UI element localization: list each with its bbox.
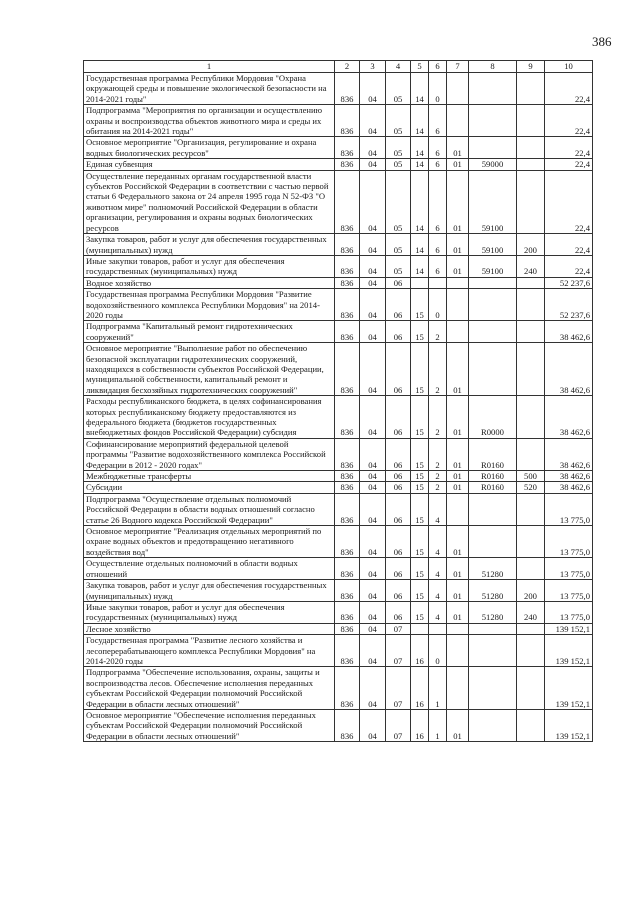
- row-name: Субсидии: [84, 482, 335, 493]
- row-name: Основное мероприятие "Обеспечение исполнения переданных субъектам Российской Федерации полномочий Российской Федерации в области лесных отношений": [84, 709, 335, 741]
- expense-type-code: [517, 558, 545, 580]
- amount: 22,4: [545, 159, 593, 170]
- section-code: 04: [360, 396, 386, 439]
- row-name: Основное мероприятие "Выполнение работ по обеспечению безопасной эксплуатации гидротехнических сооружений, находящихся в собственности субъектов Российской Федерации, муниципальной собственности, капитальный ремонт и ликвидация бесхозяйных гидротехнических сооружений": [84, 343, 335, 396]
- subsection-code: 06: [386, 601, 411, 623]
- column-header: 3: [360, 61, 386, 73]
- measure-code: 01: [447, 343, 469, 396]
- direction-code: [469, 277, 517, 288]
- expense-type-code: 200: [517, 234, 545, 256]
- program-code: 14: [411, 137, 429, 159]
- program-code: 15: [411, 438, 429, 470]
- row-name: Подпрограмма "Обеспечение использования, охраны, защиты и воспроизводства лесов. Обеспечение исполнения переданных субъектам Российской Федерации полномочий Российской Федерации в области лесных отношений": [84, 667, 335, 710]
- subsection-code: 06: [386, 482, 411, 493]
- table-row: [84, 321, 593, 343]
- amount: 38 462,6: [545, 321, 593, 343]
- admin-code: 836: [335, 635, 360, 667]
- subsection-code: 06: [386, 580, 411, 602]
- table-row: [84, 234, 593, 256]
- admin-code: 836: [335, 277, 360, 288]
- program-code: 14: [411, 73, 429, 105]
- admin-code: 836: [335, 493, 360, 525]
- table-row: [84, 438, 593, 470]
- section-code: 04: [360, 526, 386, 558]
- subprogram-code: 2: [429, 471, 447, 482]
- section-code: 04: [360, 667, 386, 710]
- measure-code: [447, 667, 469, 710]
- table-row: [84, 526, 593, 558]
- subsection-code: 06: [386, 277, 411, 288]
- amount: 38 462,6: [545, 438, 593, 470]
- direction-code: 51280: [469, 580, 517, 602]
- section-code: 04: [360, 255, 386, 277]
- subprogram-code: [429, 277, 447, 288]
- program-code: 15: [411, 482, 429, 493]
- subprogram-code: 4: [429, 526, 447, 558]
- amount: 139 152,1: [545, 667, 593, 710]
- program-code: 14: [411, 170, 429, 233]
- column-header: 8: [469, 61, 517, 73]
- section-code: 04: [360, 438, 386, 470]
- measure-code: [447, 321, 469, 343]
- expense-type-code: 520: [517, 482, 545, 493]
- expense-type-code: [517, 709, 545, 741]
- section-code: 04: [360, 170, 386, 233]
- admin-code: 836: [335, 709, 360, 741]
- subsection-code: 05: [386, 73, 411, 105]
- program-code: 15: [411, 558, 429, 580]
- admin-code: 836: [335, 105, 360, 137]
- subsection-code: 05: [386, 137, 411, 159]
- amount: 13 775,0: [545, 526, 593, 558]
- expense-type-code: 240: [517, 255, 545, 277]
- subsection-code: 05: [386, 170, 411, 233]
- admin-code: 836: [335, 482, 360, 493]
- expense-type-code: [517, 105, 545, 137]
- section-code: 04: [360, 343, 386, 396]
- table-row: [84, 73, 593, 105]
- measure-code: 01: [447, 396, 469, 439]
- measure-code: 01: [447, 482, 469, 493]
- subsection-code: 07: [386, 667, 411, 710]
- header-row: [84, 61, 593, 73]
- page-number: 386: [592, 34, 612, 49]
- measure-code: [447, 277, 469, 288]
- subsection-code: 06: [386, 321, 411, 343]
- measure-code: [447, 105, 469, 137]
- expense-type-code: 500: [517, 471, 545, 482]
- amount: 139 152,1: [545, 635, 593, 667]
- row-name: Подпрограмма "Капитальный ремонт гидротехнических сооружений": [84, 321, 335, 343]
- section-code: 04: [360, 471, 386, 482]
- table-row: [84, 580, 593, 602]
- expense-type-code: [517, 623, 545, 634]
- expense-type-code: [517, 170, 545, 233]
- subsection-code: 05: [386, 234, 411, 256]
- table-row: [84, 667, 593, 710]
- direction-code: R0160: [469, 482, 517, 493]
- row-name: Водное хозяйство: [84, 277, 335, 288]
- table-row: [84, 137, 593, 159]
- program-code: [411, 277, 429, 288]
- row-name: Подпрограмма "Осуществление отдельных полномочий Российской Федерации в области водных отношений согласно статье 26 Водного кодекса Российской Федерации": [84, 493, 335, 525]
- admin-code: 836: [335, 159, 360, 170]
- subprogram-code: 6: [429, 234, 447, 256]
- subprogram-code: 6: [429, 137, 447, 159]
- amount: 22,4: [545, 73, 593, 105]
- table-row: [84, 170, 593, 233]
- measure-code: 01: [447, 580, 469, 602]
- admin-code: 836: [335, 558, 360, 580]
- program-code: 16: [411, 667, 429, 710]
- expense-type-code: [517, 526, 545, 558]
- measure-code: 01: [447, 170, 469, 233]
- table-row: [84, 255, 593, 277]
- admin-code: 836: [335, 234, 360, 256]
- direction-code: 51280: [469, 601, 517, 623]
- subprogram-code: 0: [429, 635, 447, 667]
- program-code: 14: [411, 234, 429, 256]
- subprogram-code: 1: [429, 709, 447, 741]
- subsection-code: 06: [386, 471, 411, 482]
- column-header: 2: [335, 61, 360, 73]
- direction-code: [469, 667, 517, 710]
- program-code: [411, 623, 429, 634]
- amount: 13 775,0: [545, 601, 593, 623]
- admin-code: 836: [335, 343, 360, 396]
- program-code: 15: [411, 601, 429, 623]
- admin-code: 836: [335, 137, 360, 159]
- amount: 22,4: [545, 137, 593, 159]
- section-code: 04: [360, 277, 386, 288]
- direction-code: [469, 709, 517, 741]
- direction-code: [469, 635, 517, 667]
- measure-code: 01: [447, 234, 469, 256]
- direction-code: 59100: [469, 170, 517, 233]
- row-name: Иные закупки товаров, работ и услуг для обеспечения государственных (муниципальных) нужд: [84, 601, 335, 623]
- direction-code: [469, 493, 517, 525]
- program-code: 16: [411, 709, 429, 741]
- expense-type-code: [517, 137, 545, 159]
- section-code: 04: [360, 482, 386, 493]
- section-code: 04: [360, 289, 386, 321]
- row-name: Подпрограмма "Мероприятия по организации и осуществлению охраны и воспроизводства объектов животного мира и среды их обитания на 2014-2021 годы": [84, 105, 335, 137]
- subprogram-code: [429, 623, 447, 634]
- subprogram-code: 6: [429, 105, 447, 137]
- amount: 38 462,6: [545, 396, 593, 439]
- program-code: 14: [411, 105, 429, 137]
- admin-code: 836: [335, 667, 360, 710]
- subsection-code: 07: [386, 623, 411, 634]
- subsection-code: 07: [386, 709, 411, 741]
- row-name: Единая субвенция: [84, 159, 335, 170]
- admin-code: 836: [335, 170, 360, 233]
- expense-type-code: [517, 667, 545, 710]
- direction-code: 59000: [469, 159, 517, 170]
- column-header: 5: [411, 61, 429, 73]
- row-name: Закупка товаров, работ и услуг для обеспечения государственных (муниципальных) нужд: [84, 580, 335, 602]
- row-name: Государственная программа Республики Мордовия "Развитие водохозяйственного комплекса Республики Мордовия" на 2014-2020 годы: [84, 289, 335, 321]
- expense-type-code: 240: [517, 601, 545, 623]
- program-code: 14: [411, 159, 429, 170]
- table-row: [84, 277, 593, 288]
- table-row: [84, 623, 593, 634]
- expense-type-code: [517, 159, 545, 170]
- measure-code: 01: [447, 159, 469, 170]
- section-code: 04: [360, 623, 386, 634]
- program-code: 15: [411, 580, 429, 602]
- section-code: 04: [360, 493, 386, 525]
- row-name: Закупка товаров, работ и услуг для обеспечения государственных (муниципальных) нужд: [84, 234, 335, 256]
- program-code: 16: [411, 635, 429, 667]
- subprogram-code: 0: [429, 289, 447, 321]
- subprogram-code: 0: [429, 73, 447, 105]
- table-row: [84, 105, 593, 137]
- program-code: 15: [411, 289, 429, 321]
- table-row: [84, 396, 593, 439]
- admin-code: 836: [335, 73, 360, 105]
- subsection-code: 06: [386, 493, 411, 525]
- section-code: 04: [360, 137, 386, 159]
- measure-code: [447, 635, 469, 667]
- section-code: 04: [360, 321, 386, 343]
- measure-code: 01: [447, 709, 469, 741]
- admin-code: 836: [335, 255, 360, 277]
- subprogram-code: 4: [429, 580, 447, 602]
- subsection-code: 06: [386, 289, 411, 321]
- amount: 22,4: [545, 255, 593, 277]
- admin-code: 836: [335, 289, 360, 321]
- amount: 139 152,1: [545, 623, 593, 634]
- expense-type-code: [517, 73, 545, 105]
- row-name: Иные закупки товаров, работ и услуг для обеспечения государственных (муниципальных) нужд: [84, 255, 335, 277]
- direction-code: R0160: [469, 471, 517, 482]
- table-row: [84, 471, 593, 482]
- direction-code: [469, 343, 517, 396]
- expense-type-code: [517, 635, 545, 667]
- direction-code: 59100: [469, 234, 517, 256]
- program-code: 15: [411, 321, 429, 343]
- direction-code: R0160: [469, 438, 517, 470]
- subprogram-code: 2: [429, 343, 447, 396]
- row-name: Расходы республиканского бюджета, в целях софинансирования которых республиканскому бюджету предоставляются из федерального бюджета (бюджетов государственных внебюджетных фондов Российской Федерации) субсидия: [84, 396, 335, 439]
- admin-code: 836: [335, 601, 360, 623]
- section-code: 04: [360, 105, 386, 137]
- row-name: Государственная программа Республики Мордовия "Охрана окружающей среды и повышение экологической безопасности на 2014-2021 годы": [84, 73, 335, 105]
- subprogram-code: 4: [429, 601, 447, 623]
- expense-type-code: [517, 343, 545, 396]
- subsection-code: 06: [386, 343, 411, 396]
- subprogram-code: 4: [429, 493, 447, 525]
- subprogram-code: 2: [429, 396, 447, 439]
- amount: 38 462,6: [545, 471, 593, 482]
- subsection-code: 05: [386, 159, 411, 170]
- section-code: 04: [360, 635, 386, 667]
- section-code: 04: [360, 558, 386, 580]
- measure-code: 01: [447, 255, 469, 277]
- section-code: 04: [360, 580, 386, 602]
- amount: 22,4: [545, 170, 593, 233]
- section-code: 04: [360, 709, 386, 741]
- measure-code: 01: [447, 137, 469, 159]
- column-header: 4: [386, 61, 411, 73]
- measure-code: 01: [447, 526, 469, 558]
- subprogram-code: 6: [429, 255, 447, 277]
- subsection-code: 06: [386, 526, 411, 558]
- table-body: [84, 73, 593, 742]
- subsection-code: 05: [386, 255, 411, 277]
- table-row: [84, 601, 593, 623]
- direction-code: R0000: [469, 396, 517, 439]
- table-row: [84, 159, 593, 170]
- section-code: 04: [360, 601, 386, 623]
- direction-code: [469, 105, 517, 137]
- section-code: 04: [360, 159, 386, 170]
- table-row: [84, 635, 593, 667]
- budget-table: [83, 60, 593, 742]
- measure-code: 01: [447, 558, 469, 580]
- amount: 52 237,6: [545, 277, 593, 288]
- table-row: [84, 482, 593, 493]
- measure-code: 01: [447, 438, 469, 470]
- amount: 13 775,0: [545, 493, 593, 525]
- program-code: 15: [411, 343, 429, 396]
- admin-code: 836: [335, 526, 360, 558]
- table-row: [84, 558, 593, 580]
- measure-code: [447, 73, 469, 105]
- amount: 22,4: [545, 105, 593, 137]
- subprogram-code: 2: [429, 482, 447, 493]
- table-row: [84, 493, 593, 525]
- direction-code: [469, 73, 517, 105]
- column-header: 1: [84, 61, 335, 73]
- subprogram-code: 6: [429, 159, 447, 170]
- section-code: 04: [360, 73, 386, 105]
- subprogram-code: 2: [429, 321, 447, 343]
- admin-code: 836: [335, 321, 360, 343]
- direction-code: 59100: [469, 255, 517, 277]
- expense-type-code: [517, 321, 545, 343]
- row-name: Основное мероприятие "Организация, регулирование и охрана водных биологических ресурсов": [84, 137, 335, 159]
- measure-code: [447, 623, 469, 634]
- direction-code: [469, 623, 517, 634]
- program-code: 15: [411, 396, 429, 439]
- amount: 22,4: [545, 234, 593, 256]
- subprogram-code: 2: [429, 438, 447, 470]
- table-row: [84, 343, 593, 396]
- admin-code: 836: [335, 396, 360, 439]
- subprogram-code: 4: [429, 558, 447, 580]
- amount: 139 152,1: [545, 709, 593, 741]
- column-header: 9: [517, 61, 545, 73]
- measure-code: 01: [447, 471, 469, 482]
- row-name: Софинансирование мероприятий федеральной целевой программы "Развитие водохозяйственного комплекса Российской Федерации в 2012 - 2020 годах": [84, 438, 335, 470]
- expense-type-code: [517, 396, 545, 439]
- direction-code: [469, 526, 517, 558]
- amount: 13 775,0: [545, 580, 593, 602]
- column-header: 6: [429, 61, 447, 73]
- row-name: Лесное хозяйство: [84, 623, 335, 634]
- admin-code: 836: [335, 438, 360, 470]
- direction-code: [469, 137, 517, 159]
- expense-type-code: [517, 438, 545, 470]
- direction-code: 51280: [469, 558, 517, 580]
- table-row: [84, 709, 593, 741]
- measure-code: [447, 493, 469, 525]
- subsection-code: 06: [386, 396, 411, 439]
- expense-type-code: [517, 277, 545, 288]
- direction-code: [469, 321, 517, 343]
- admin-code: 836: [335, 471, 360, 482]
- row-name: Основное мероприятие "Реализация отдельных мероприятий по охране водных объектов и предотвращению негативного воздействия вод": [84, 526, 335, 558]
- admin-code: 836: [335, 580, 360, 602]
- column-header: 7: [447, 61, 469, 73]
- program-code: 15: [411, 471, 429, 482]
- subsection-code: 07: [386, 635, 411, 667]
- direction-code: [469, 289, 517, 321]
- measure-code: 01: [447, 601, 469, 623]
- column-header: 10: [545, 61, 593, 73]
- subprogram-code: 6: [429, 170, 447, 233]
- subsection-code: 05: [386, 105, 411, 137]
- subsection-code: 06: [386, 438, 411, 470]
- subsection-code: 06: [386, 558, 411, 580]
- row-name: Межбюджетные трансферты: [84, 471, 335, 482]
- row-name: Государственная программа "Развитие лесного хозяйства и лесоперерабатывающего комплекса Республики Мордовия" на 2014-2020 годы: [84, 635, 335, 667]
- table-row: [84, 289, 593, 321]
- amount: 13 775,0: [545, 558, 593, 580]
- expense-type-code: [517, 493, 545, 525]
- admin-code: 836: [335, 623, 360, 634]
- amount: 52 237,6: [545, 289, 593, 321]
- expense-type-code: 200: [517, 580, 545, 602]
- subprogram-code: 1: [429, 667, 447, 710]
- program-code: 15: [411, 526, 429, 558]
- expense-type-code: [517, 289, 545, 321]
- program-code: 14: [411, 255, 429, 277]
- program-code: 15: [411, 493, 429, 525]
- row-name: Осуществление переданных органам государственной власти субъектов Российской Федерации в соответствии с частью первой статьи 6 Федерального закона от 24 апреля 1995 года N 52-ФЗ "О животном мире" полномочий Российской Федерации в области организации, регулирования и охраны водных биологических ресурсов: [84, 170, 335, 233]
- amount: 38 462,6: [545, 343, 593, 396]
- amount: 38 462,6: [545, 482, 593, 493]
- row-name: Осуществление отдельных полномочий в области водных отношений: [84, 558, 335, 580]
- section-code: 04: [360, 234, 386, 256]
- measure-code: [447, 289, 469, 321]
